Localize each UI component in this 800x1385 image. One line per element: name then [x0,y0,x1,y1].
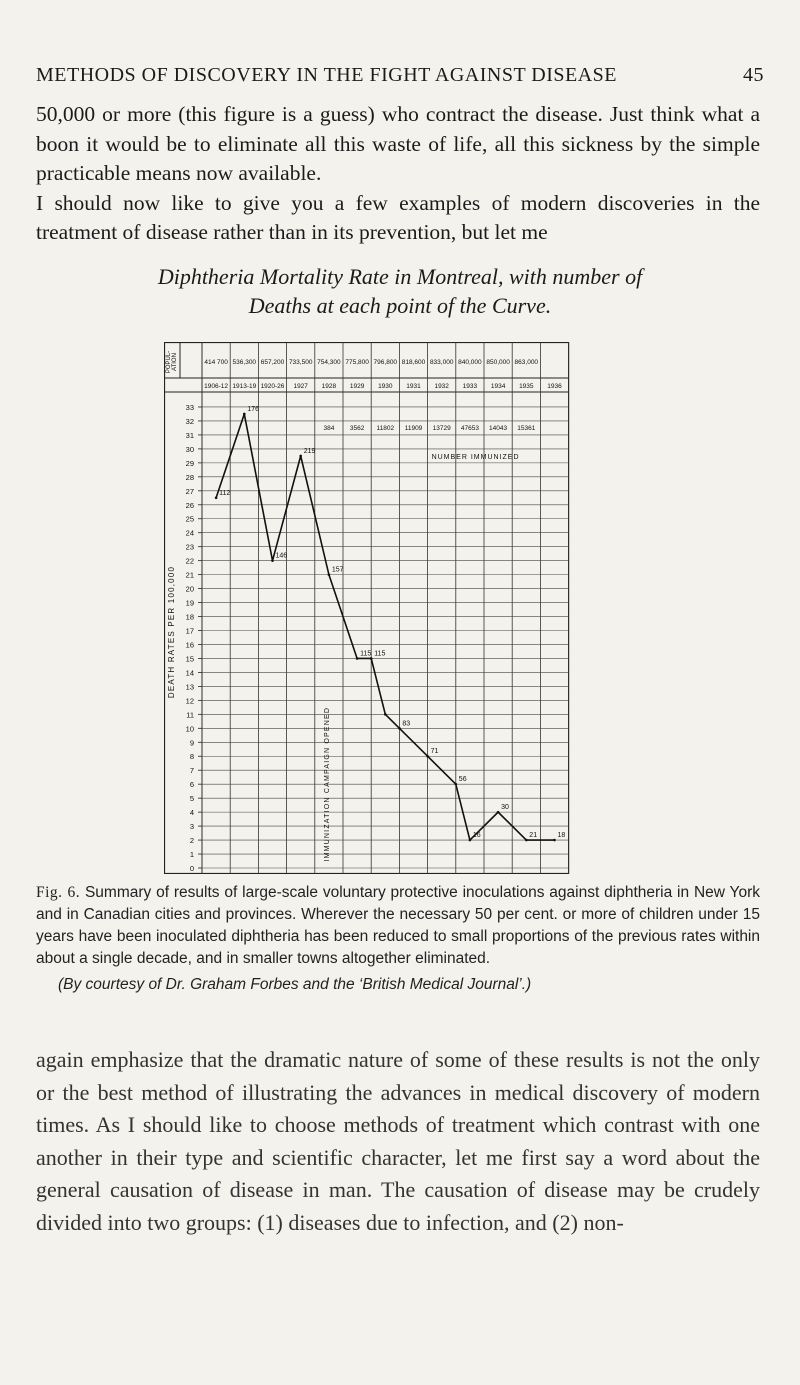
population-value: 414 700 [204,359,228,366]
y-tick-label: 33 [185,402,194,412]
period-label: 1931 [406,383,421,390]
figure-caption [36,882,760,996]
data-point [328,573,331,576]
y-tick-label: 18 [185,612,194,622]
y-tick-label: 26 [185,500,194,510]
y-tick-label: 27 [185,486,194,496]
mortality-curve [216,414,554,840]
immunized-value: 3562 [349,424,365,432]
figure-title-line-1: Diphtheria Mortality Rate in Montreal, with number of [157,264,643,289]
population-value: 796,800 [373,359,398,366]
page-number: 45 [743,64,764,86]
period-label: 1920-26 [260,383,285,390]
death-count-label: 219 [303,447,316,455]
data-point [426,755,429,758]
y-tick-label: 17 [185,626,194,636]
y-tick-label: 20 [185,584,194,594]
data-point [553,839,556,842]
y-tick-label: 24 [185,528,194,538]
paragraph-3: again emphasize that the dramatic nature of some of these results is not the only or the best method of illustrating the advances in medical discovery of modern times. As I should like to choose methods of treatment which contrast with one another in their type and scientific character, let me first say a word about the general causation of disease in man. The causation of disease may be crudely divided into two groups: (1) diseases due to infection, and (2) non- [36,1047,760,1235]
death-count-label: 112 [219,489,231,497]
caption-fig-label: Fig. 6. [36,884,81,901]
y-tick-label: 28 [185,472,194,482]
y-tick-label: 5 [189,794,194,804]
y-tick-label: 30 [185,444,194,454]
y-tick-label: 9 [189,738,194,748]
campaign-label: IMMUNIZATION CAMPAIGN OPENED [323,706,331,862]
population-value: 775,800 [345,359,369,366]
death-count-label: 176 [247,405,259,413]
death-count-label: 16 [472,832,481,840]
caption-text: Summary of results of large-scale voluntary protective inoculations against diphtheria in New York and in Canadian cities and provinces. Wherever the necessary 50 per cent. or more of children under 15 years have been inoculated diphtheria has been reduced to small proportions of the previous rates within about a single decade, and in smaller towns altogether eliminated. [36,884,760,967]
data-point [455,783,458,786]
population-axis-label: POPUL- [166,350,172,374]
immunized-value: 11802 [376,424,395,432]
data-point [469,839,472,842]
immunized-value: 384 [323,424,335,432]
population-value: 657,200 [260,359,285,366]
period-label: 1935 [519,383,534,390]
y-tick-label: 4 [189,808,194,818]
population-value: 536,300 [232,359,257,366]
immunized-value: 47653 [460,424,479,432]
period-label: 1927 [293,383,308,390]
paragraph-1: 50,000 or more (this figure is a guess) who contract the disease. Just think what a boon it would be to eliminate all this waste of life, all this sickness by the simple practicable means now available. [36,102,760,185]
period-label: 1932 [434,383,449,390]
population-axis-label: ATION [172,353,178,371]
y-tick-label: 23 [185,542,194,552]
y-tick-label: 21 [185,570,194,580]
data-point [271,559,274,562]
chart-frame [165,343,569,874]
bottom-text [36,1044,760,1239]
death-count-label: 157 [331,566,344,574]
period-label: 1928 [321,383,337,390]
y-tick-label: 32 [185,416,194,426]
caption-credit: (By courtesy of Dr. Graham Forbes and the ‘British Medical Journal’.) [58,976,532,993]
immunized-value: 15361 [517,424,536,432]
population-value: 818,600 [401,359,426,366]
immunized-value: 14043 [489,424,508,432]
data-point [398,727,401,730]
death-count-label: 146 [275,552,288,560]
data-point [356,657,359,660]
period-label: 1913-19 [232,383,257,390]
y-tick-label: 22 [185,556,194,566]
y-tick-label: 0 [189,864,194,873]
y-tick-label: 16 [185,640,194,650]
figure-title-line-2: Deaths at each point of the Curve. [248,293,552,318]
y-tick-label: 19 [185,598,194,608]
y-tick-label: 10 [185,724,194,734]
data-point [525,839,528,842]
period-label: 1929 [349,383,365,390]
y-tick-label: 2 [189,836,194,846]
period-label: 1934 [490,383,506,390]
death-count-label: 56 [458,776,467,784]
y-tick-label: 1 [189,850,194,860]
y-tick-label: 25 [185,514,194,524]
y-tick-label: 31 [185,430,194,440]
population-value: 754,300 [317,359,341,366]
population-value: 840,000 [458,359,482,366]
y-axis-label: DEATH RATES PER 100,000 [167,565,176,699]
y-tick-label: 14 [185,668,194,678]
paragraph-2: I should now like to give you a few examples of modern discoveries in the treatment of disease rather than in its prevention, but let me [36,190,760,244]
data-point [243,413,246,416]
period-label: 1936 [547,383,562,390]
caption-body [36,882,760,970]
y-tick-label: 3 [189,822,194,832]
population-value: 833,000 [429,359,454,366]
death-count-label: 30 [501,804,509,812]
y-tick-label: 29 [185,458,194,468]
death-count-label: 71 [430,748,439,756]
immunized-value: 11909 [404,424,423,432]
death-count-label: 115 [374,650,386,658]
y-tick-label: 11 [186,710,194,720]
y-tick-label: 6 [189,780,194,790]
figure-title [70,262,730,320]
running-title: METHODS OF DISCOVERY IN THE FIGHT AGAINST DISEASE [36,64,618,86]
population-value: 850,000 [486,359,510,366]
y-tick-label: 13 [185,682,194,692]
death-count-label: 18 [557,832,566,840]
y-tick-label: 8 [189,752,194,762]
data-point [215,496,218,499]
data-point [497,811,500,814]
y-tick-label: 7 [189,766,194,776]
population-value: 733,500 [288,359,313,366]
immunized-value: 13729 [432,424,451,432]
death-count-label: 115 [360,650,372,658]
immunized-label: NUMBER IMMUNIZED [431,453,520,461]
period-label: 1930 [378,383,393,390]
data-point [370,657,373,660]
death-count-label: 83 [402,720,411,728]
y-tick-label: 12 [185,696,194,706]
top-text [36,100,760,248]
running-header [36,64,764,87]
diphtheria-chart [164,342,574,874]
period-label: 1933 [462,383,478,390]
chart-svg [164,342,574,874]
death-count-label: 21 [529,832,538,840]
data-point [384,713,387,716]
y-tick-label: 15 [185,654,194,664]
population-value: 863,000 [514,359,539,366]
data-point [299,455,302,458]
period-label: 1906-12 [204,383,229,390]
